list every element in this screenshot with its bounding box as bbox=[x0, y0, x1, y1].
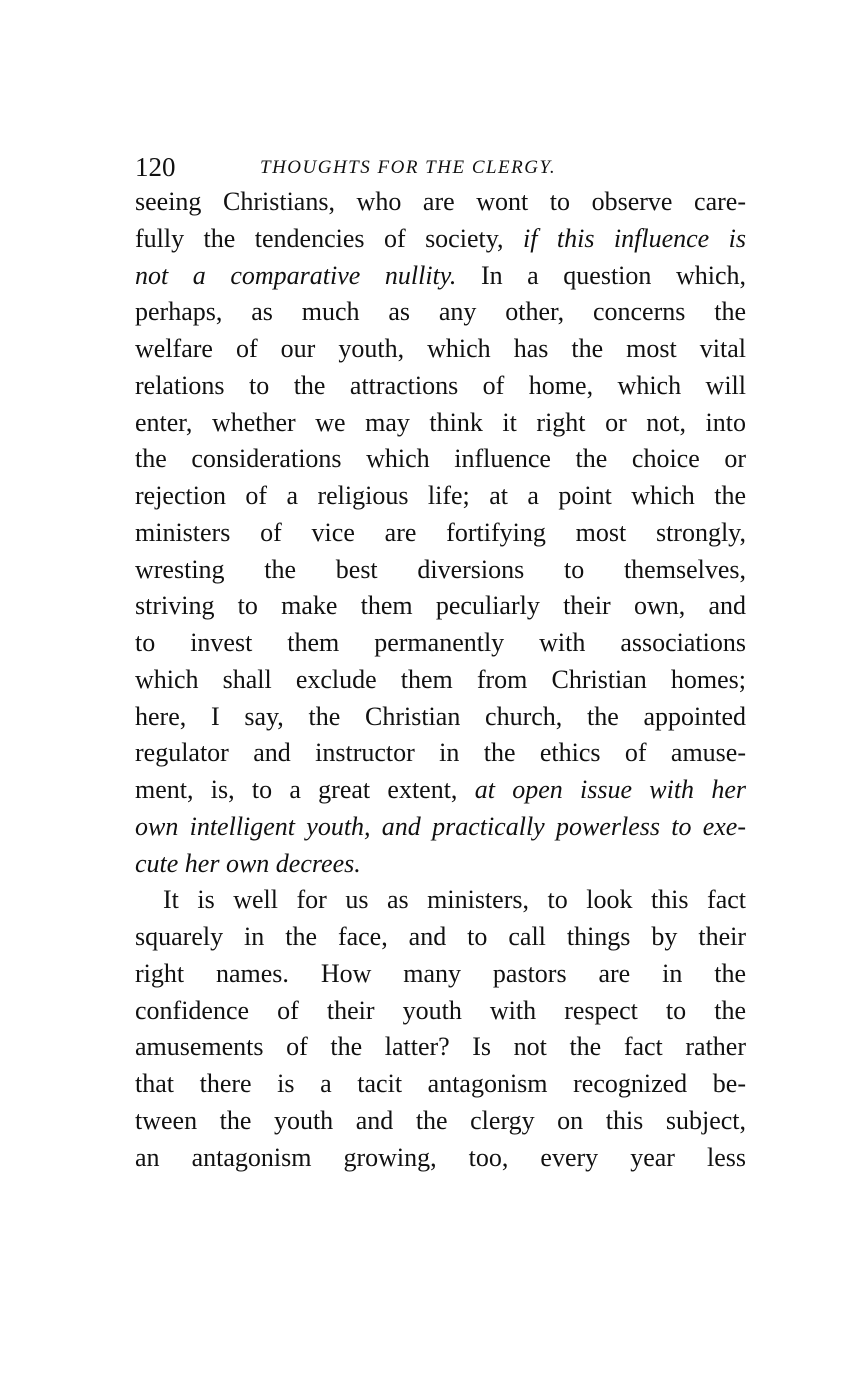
text-line bbox=[135, 515, 746, 552]
text-segment: seeing Christians, who are wont to observe care- bbox=[135, 187, 746, 216]
text-segment: an antagonism growing, too, every year less bbox=[135, 1142, 746, 1172]
text-segment: amusements of the latter? Is not the fact rather bbox=[135, 1032, 746, 1062]
italic-text: cute her own decrees. bbox=[135, 848, 361, 878]
text-segment: rejection of a religious life; at a point which the bbox=[135, 481, 746, 510]
text-line bbox=[135, 1103, 746, 1140]
text-line bbox=[135, 221, 746, 258]
text-segment: right names. How many pastors are in the bbox=[135, 958, 746, 988]
text-line bbox=[135, 588, 746, 625]
text-segment: ment, is, to a great extent, bbox=[135, 775, 475, 804]
text-segment: In a question which, bbox=[456, 260, 747, 290]
text-line bbox=[135, 258, 746, 295]
text-segment: fully the tendencies of society, bbox=[135, 223, 523, 253]
text-line bbox=[135, 625, 746, 662]
text-segment: welfare of our youth, which has the most vital bbox=[135, 334, 746, 363]
text-segment: which shall exclude them from Christian homes; bbox=[135, 664, 746, 694]
italic-text: at open issue with her bbox=[474, 775, 746, 804]
text-line bbox=[135, 809, 746, 846]
text-segment: relations to the attractions of home, which will bbox=[135, 370, 746, 400]
text-line bbox=[135, 699, 746, 736]
text-segment: to invest them permanently with associations bbox=[135, 628, 746, 657]
page-number: 120 bbox=[135, 152, 176, 182]
text-segment: enter, whether we may think it right or not, into bbox=[135, 407, 746, 437]
text-line bbox=[135, 368, 746, 405]
text-line bbox=[135, 919, 746, 956]
text-line bbox=[135, 846, 746, 883]
text-line bbox=[135, 882, 746, 919]
text-segment: It is well for us as ministers, to look this fact bbox=[163, 885, 746, 915]
text-line bbox=[135, 552, 746, 589]
text-line bbox=[135, 331, 746, 368]
text-segment: wresting the best diversions to themselves, bbox=[135, 554, 746, 584]
text-line bbox=[135, 1029, 746, 1066]
text-segment: confidence of their youth with respect to the bbox=[135, 995, 746, 1025]
text-line bbox=[135, 772, 746, 809]
text-line bbox=[135, 405, 746, 442]
text-line bbox=[135, 735, 746, 772]
text-line bbox=[135, 184, 746, 221]
text-line bbox=[135, 993, 746, 1030]
italic-text: own intelligent youth, and practically powerless to exe- bbox=[135, 811, 746, 841]
text-segment: striving to make them peculiarly their own, and bbox=[135, 591, 746, 621]
text-segment: here, I say, the Christian church, the appointed bbox=[135, 701, 746, 731]
running-header bbox=[135, 152, 746, 183]
running-title: THOUGHTS FOR THE CLERGY. bbox=[260, 157, 557, 178]
text-segment: the considerations which influence the choice or bbox=[135, 444, 746, 474]
text-segment: that there is a tacit antagonism recognized be- bbox=[135, 1069, 746, 1098]
text-line bbox=[135, 294, 746, 331]
text-line bbox=[135, 662, 746, 699]
italic-text: not a comparative nullity. bbox=[135, 260, 457, 290]
text-line bbox=[135, 1140, 746, 1177]
italic-text: if this influence is bbox=[522, 223, 746, 253]
text-line bbox=[135, 1066, 746, 1103]
body-text bbox=[135, 184, 746, 1176]
text-line bbox=[135, 478, 746, 515]
text-line bbox=[135, 956, 746, 993]
text-segment: regulator and instructor in the ethics of amuse- bbox=[135, 738, 746, 768]
text-line bbox=[135, 441, 746, 478]
text-segment: squarely in the face, and to call things by their bbox=[135, 922, 746, 951]
text-segment: tween the youth and the clergy on this subject, bbox=[135, 1105, 746, 1135]
text-segment: ministers of vice are fortifying most strongly, bbox=[135, 517, 746, 547]
text-segment: perhaps, as much as any other, concerns the bbox=[135, 297, 746, 327]
